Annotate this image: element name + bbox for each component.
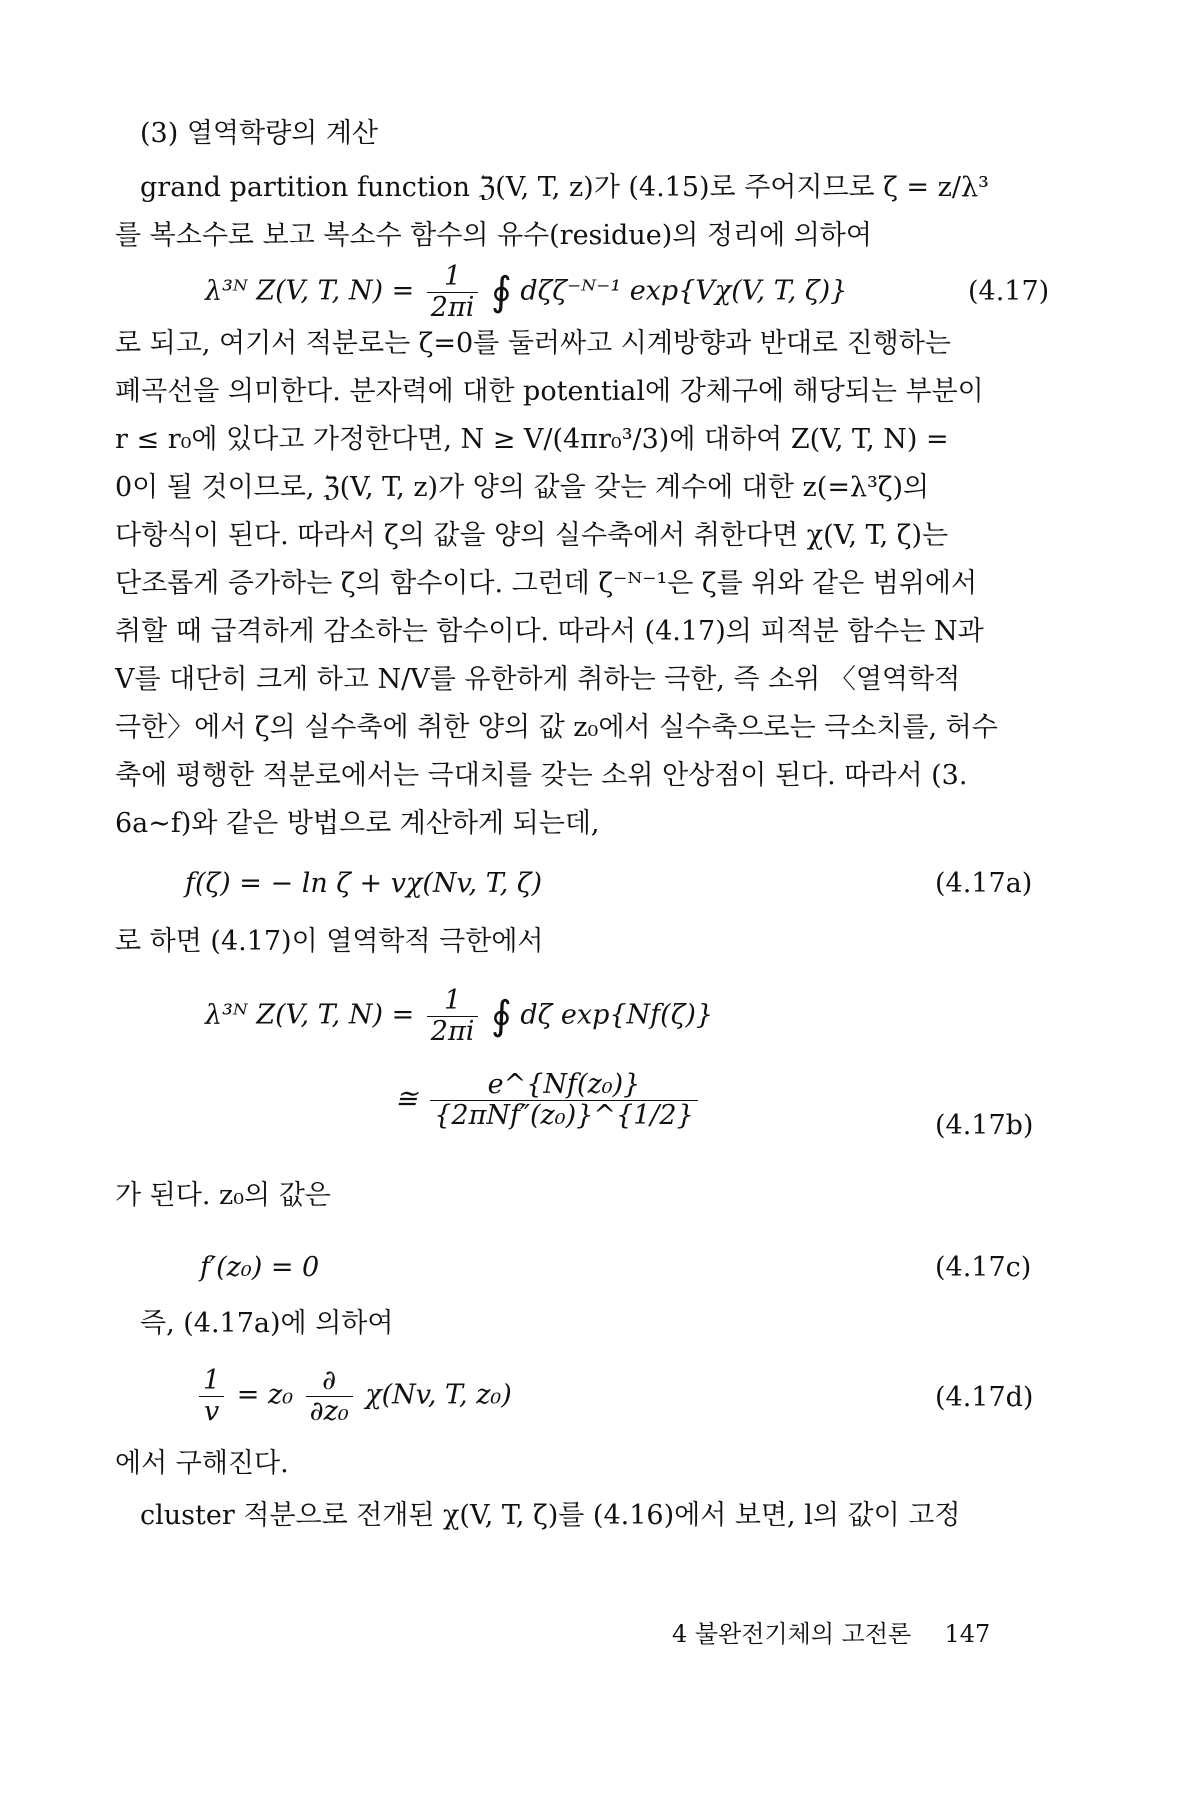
- text-line: 를 복소수로 보고 복소수 함수의 유수(residue)의 정리에 의하여: [115, 220, 872, 251]
- text-line: cluster 적분으로 전개된 χ(V, T, ζ)를 (4.16)에서 보면, l의 값이 고정: [140, 1500, 961, 1531]
- eq-rhs: dζ exp{Nf(ζ)}: [520, 999, 714, 1031]
- running-footer: [672, 1614, 990, 1649]
- text-line: 극한〉에서 ζ의 실수축에 취한 양의 값 z₀에서 실수축으로는 극소치를, 허수: [115, 712, 998, 743]
- page-number: 147: [944, 1620, 991, 1648]
- text-line: 로 되고, 여기서 적분로는 ζ=0를 둘러싸고 시계방향과 반대로 진행하는: [115, 328, 951, 359]
- eq-lhs: λ³ᴺ Z(V, T, N) =: [205, 275, 415, 307]
- fraction-numerator: 1: [427, 262, 479, 293]
- approx-symbol: ≅: [395, 1083, 418, 1115]
- eq-rhs: χ(Nv, T, z₀): [365, 1379, 512, 1411]
- text-line: 다항식이 된다. 따라서 ζ의 값을 양의 실수축에서 취한다면 χ(V, T, ζ)는: [115, 520, 949, 551]
- fraction-denominator: ∂z₀: [309, 1395, 349, 1427]
- text-line: 폐곡선을 의미한다. 분자력에 대한 potential에 강체구에 해당되는 부분이: [115, 376, 984, 407]
- equation-4-17d: [195, 1366, 512, 1426]
- equation-number: (4.17b): [935, 1110, 1034, 1141]
- text-line: 즉, (4.17a)에 의하여: [140, 1308, 394, 1339]
- text-line: 0이 될 것이므로, ℨ(V, T, z)가 양의 값을 갖는 계수에 대한 z(=λ³ζ)의: [115, 472, 930, 503]
- equation-number: (4.17d): [935, 1382, 1034, 1413]
- fraction: [427, 262, 479, 322]
- text-line: 취할 때 급격하게 감소하는 함수이다. 따라서 (4.17)의 피적분 함수는 N과: [115, 616, 984, 647]
- text-line: r ≤ r₀에 있다고 가정한다면, N ≥ V/(4πr₀³/3)에 대하여 Z(V, T, N) =: [115, 424, 949, 455]
- fraction: [427, 986, 479, 1046]
- partial-derivative: [306, 1366, 353, 1426]
- text-line: 가 된다. z₀의 값은: [115, 1180, 331, 1211]
- fraction-numerator: ∂: [306, 1366, 353, 1397]
- equation-4-17b-line2: [395, 1070, 702, 1130]
- fraction-numerator: e^{Nf(z₀)}: [430, 1070, 698, 1101]
- fraction-numerator: 1: [427, 986, 479, 1017]
- contour-integral-symbol: ∮: [490, 993, 512, 1040]
- fraction: [430, 1070, 698, 1130]
- text-line: 단조롭게 증가하는 ζ의 함수이다. 그런데 ζ⁻ᴺ⁻¹은 ζ를 위와 같은 범위에서: [115, 568, 978, 599]
- contour-integral-symbol: ∮: [490, 269, 512, 316]
- equation-number: (4.17): [968, 276, 1050, 307]
- section-heading: (3) 열역학량의 계산: [140, 118, 378, 149]
- eq-rhs: dζζ⁻ᴺ⁻¹ exp{Vχ(V, T, ζ)}: [520, 275, 848, 307]
- fraction-numerator: 1: [199, 1366, 224, 1397]
- text-line: 에서 구해진다.: [115, 1448, 289, 1479]
- equation-4-17c: f′(z₀) = 0: [200, 1252, 320, 1283]
- eq-middle: = z₀: [236, 1379, 294, 1411]
- equation-4-17a: f(ζ) = − ln ζ + vχ(Nv, T, ζ): [185, 868, 543, 899]
- fraction: [199, 1366, 224, 1426]
- equation-4-17b-line1: [205, 986, 713, 1046]
- chapter-title: 4 불완전기체의 고전론: [672, 1620, 912, 1648]
- fraction-denominator: {2πNf″(z₀)}^{1/2}: [434, 1099, 694, 1131]
- text-line: 축에 평행한 적분로에서는 극대치를 갖는 소위 안상점이 된다. 따라서 (3.: [115, 760, 968, 791]
- eq-lhs: λ³ᴺ Z(V, T, N) =: [205, 999, 415, 1031]
- text-line: 로 하면 (4.17)이 열역학적 극한에서: [115, 926, 544, 957]
- equation-number: (4.17a): [935, 868, 1033, 899]
- text-line: 6a∼f)와 같은 방법으로 계산하게 되는데,: [115, 808, 600, 839]
- fraction-denominator: v: [203, 1395, 220, 1427]
- fraction-denominator: 2πi: [430, 291, 475, 323]
- text-line: grand partition function ℨ(V, T, z)가 (4.15)로 주어지므로 ζ = z/λ³: [140, 172, 989, 203]
- equation-number: (4.17c): [935, 1252, 1032, 1283]
- fraction-denominator: 2πi: [430, 1015, 475, 1047]
- text-line: V를 대단히 크게 하고 N/V를 유한하게 취하는 극한, 즉 소위 〈열역학적: [115, 664, 961, 695]
- equation-4-17: [205, 262, 847, 322]
